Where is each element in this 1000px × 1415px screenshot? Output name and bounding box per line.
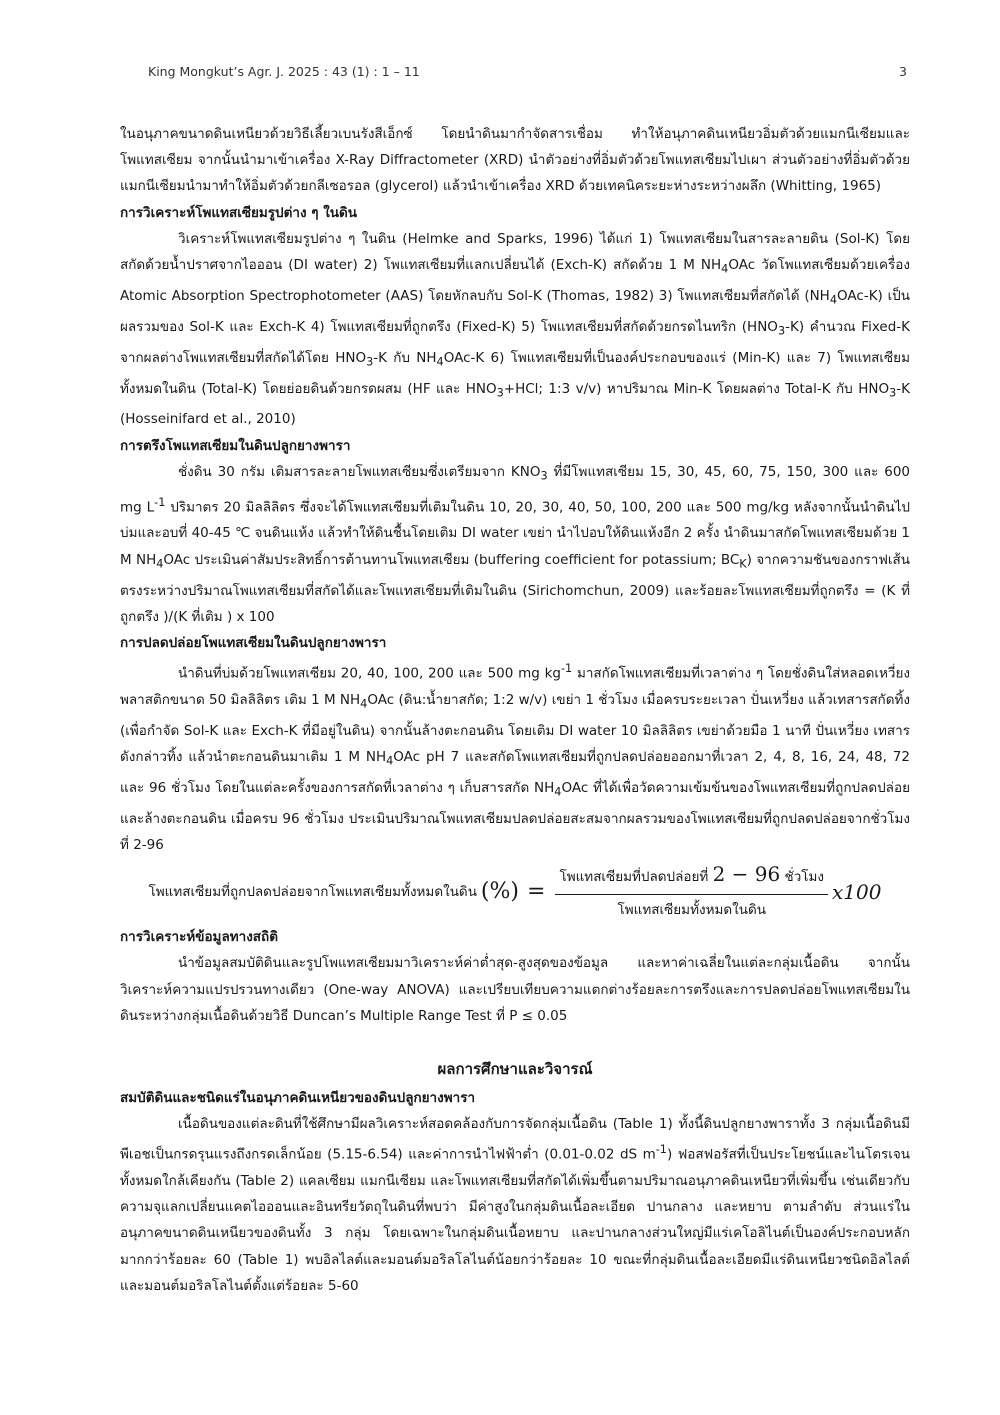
equation-denominator: โพแทสเซียมทั้งหมดในดิน (617, 901, 766, 918)
paragraph-potassium-release: นำดินที่บ่มด้วยโพแทสเซียม 20, 40, 100, 200 และ 500 mg $kg^{-1}$ มาสกัดโพแทสเซียมที่เวลาต่าง ๆ โดยชั่งดินใส่หลอดเหวี่ยงพลาสติกขนาด 50 มิลลิลิตร เติม 1 M $NH_4OAc$ (ดิน:น้ำยาสกัด; 1:2 w/v) เขย่า 1 ชั่วโมง เมื่อครบระยะเวลา ปั่นเหวี่ยง แล้วเทสารสกัดทิ้ง (เพื่อกำจัด Sol-K และ Exch-K ที่มีอยู่ในดิน) จากนั้นล้างตะกอนดิน โดยเติม DI water 10 มิลลิลิตร เขย่าด้วยมือ 1 นาที ปั่นเหวี่ยง เทสารดังกล่าวทิ้ง แล้วนำตะกอนดินมาเติม 1 M $NH_4OAc$ pH 7 และสกัดโพแทสเซียมที่ถูกปลดปล่อยออกมาที่เวลา 2, 4, 8, 16, 24, 48, 72 และ 96 ชั่วโมง โดยในแต่ละครั้งของการสกัดที่เวลาต่าง ๆ เก็บสารสกัด $NH_4OAc$ ที่ได้เพื่อวัดความเข้มข้นของโพแทสเซียมที่ถูกปลดปล่อยและล้างตะกอนดิน เมื่อครบ 96 ชั่วโมง ประเมินปริมาณโพแทสเซียมปลดปล่อยสะสมจากผลรวมของโพแทสเซียมที่ถูกปลดปล่อยจากชั่วโมงที่ 2-96 (120, 662, 910, 853)
paragraph-potassium-fixation: ชั่งดิน 30 กรัม เติมสารละลายโพแทสเซียมซึ่งเตรียมจาก $KNO_3$ ที่มีโพแทสเซียม 15, 30, 45, 60, 75, 150, 300 และ 600 mg $L^{-1}$ ปริมาตร 20 มิลลิลิตร ซึ่งจะได้โพแทสเซียมที่เติมในดิน 10, 20, 30, 40, 50, 100, 200 และ 500 mg/kg หลังจากนั้นนำดินไปบ่มและอบที่ 40-45 ℃ จนดินแห้ง แล้วทำให้ดินชื้นโดยเติม DI water เขย่า นำไปอบให้ดินแห้งอีก 2 ครั้ง นำดินมาสกัดโพแทสเซียมด้วย 1 M $NH_4OAc$ ประเมินค่าสัมประสิทธิ์การต้านทานโพแทสเซียม (buffering coefficient for potassium; $BC_K$) จากความชันของกราฟเส้นตรงระหว่างปริมาณโพแทสเซียมที่สกัดได้และโพแทสเซียมที่เติมในดิน (Sirichomchun, 2009) และร้อยละโพแทสเซียมที่ถูกตรึง = (K ที่ถูกตรึง )/(K ที่เติม ) x 100 (120, 463, 911, 625)
paragraph-soil-properties: เนื้อดินของแต่ละดินที่ใช้ศึกษามีผลวิเคราะห์สอดคล้องกับการจัดกลุ่มเนื้อดิน (Table 1) ทั้งนี้ดินปลูกยางพาราทั้ง 3 กลุ่มเนื้อดินมีพีเอชเป็นกรดรุนแรงถึงกรดเล็กน้อย (5.15-6.54) และค่าการนำไฟฟ้าต่ำ (0.01-0.02 dS $m^{-1}$) ฟอสฟอรัสที่เป็นประโยชน์และไนโตรเจนทั้งหมดใกล้เคียงกัน (Table 2) แคลเซียม แมกนีเซียม และโพแทสเซียมที่สกัดได้เพิ่มขึ้นตามปริมาณอนุภาคดินเหนียวที่เพิ่มขึ้น เช่นเดียวกับความจุแลกเปลี่ยนแคตไอออนและอินทรียวัตถุในดินที่พบว่า มีค่าสูงในกลุ่มดินเนื้อละเอียด ปานกลาง และหยาบ ตามลำดับ ส่วนแร่ในอนุภาคขนาดดินเหนียวของดินทั้ง 3 กลุ่ม โดยเฉพาะในกลุ่มดินเนื้อหยาบ และปานกลางส่วนใหญ่มีแร่เคโอลิไนต์เป็นองค์ประกอบหลักมากกว่าร้อยละ 60 (Table 1) พบอิลไลต์และมอนต์มอริลโลไนต์น้อยกว่าร้อยละ 10 ขณะที่กลุ่มดินเนื้อละเอียดมีแร่ดินเหนียวชนิดอิลไลต์และมอนต์มอริลโลไนต์ตั้งแต่ร้อยละ 5-60 (120, 1116, 910, 1294)
equation-lhs: โพแทสเซียมที่ถูกปลดปล่อยจากโพแทสเซียมทั้งหมดในดิน (148, 884, 477, 901)
heading-potassium-forms: การวิเคราะห์โพแทสเซียมรูปต่าง ๆ ในดิน (120, 204, 358, 221)
running-header (148, 64, 907, 79)
heading-statistics: การวิเคราะห์ข้อมูลทางสถิติ (120, 929, 278, 946)
equation-fraction (555, 861, 828, 922)
journal-citation: King Mongkut’s Agr. J. 2025 : 43 (1) : 1 – 11 (148, 64, 420, 79)
paragraph-statistics: นำข้อมูลสมบัติดินและรูปโพแทสเซียมมาวิเคราะห์ค่าต่ำสุด-สูงสุดของข้อมูล และหาค่าเฉลี่ยในแต่ละกลุ่มเนื้อดิน จากนั้นวิเคราะห์ความแปรปรวนทางเดียว (One-way ANOVA) และเปรียบเทียบความแตกต่างร้อยละการตรึงและการปลดปล่อยโพแทสเซียมในดินระหว่างกลุ่มเนื้อดินด้วยวิธี Duncan’s Multiple Range Test ที่ P ≤ 0.05 (120, 955, 910, 1024)
heading-soil-properties: สมบัติดินและชนิดแร่ในอนุภาคดินเหนียวของดินปลูกยางพารา (120, 1089, 476, 1106)
heading-potassium-release: การปลดปล่อยโพแทสเซียมในดินปลูกยางพารา (120, 634, 387, 651)
equation-equals: = (527, 879, 546, 905)
section-title-results: ผลการศึกษาและวิจารณ์ (437, 1059, 593, 1078)
paragraph-intro: ในอนุภาคขนาดดินเหนียวด้วยวิธีเลี้ยวเบนรังสีเอ็กซ์ โดยนำดินมากำจัดสารเชื่อม ทำให้อนุภาคดินเหนียวอิ่มตัวด้วยแมกนีเซียมและโพแทสเซียม จากนั้นนำมาเข้าเครื่อง X-Ray Diffractometer (XRD) นำตัวอย่างที่อิ่มตัวด้วยโพแทสเซียมไปเผา ส่วนตัวอย่างที่อิ่มตัวด้วยแมกนีเซียมนำมาทำให้อิ่มตัวด้วยกลีเซอรอล (glycerol) แล้วนำเข้าเครื่อง XRD ด้วยเทคนิคระยะห่างระหว่างผลึก (Whitting, 1965) (120, 126, 910, 195)
paragraph-potassium-forms: วิเคราะห์โพแทสเซียมรูปต่าง ๆ ในดิน (Helmke and Sparks, 1996) ได้แก่ 1) โพแทสเซียมในสารละลายดิน (Sol-K) โดยสกัดด้วยน้ำปราศจากไอออน (DI water) 2) โพแทสเซียมที่แลกเปลี่ยนได้ (Exch-K) สกัดด้วย 1 M $NH_4OAc$ วัดโพแทสเซียมด้วยเครื่อง Atomic Absorption Spectrophotometer (AAS) โดยหักลบกับ Sol-K (Thomas, 1982) 3) โพแทสเซียมที่สกัดได้ $(NH_4OAc-K)$ เป็นผลรวมของ Sol-K และ Exch-K 4) โพแทสเซียมที่ถูกตรึง (Fixed-K) 5) โพแทสเซียมที่สกัดด้วยกรดไนทริก $(HNO_3-K)$ คำนวณ Fixed-K จากผลต่างโพแทสเซียมที่สกัดได้โดย $HNO_3-K$ กับ $NH_4OAc-K$ 6) โพแทสเซียมที่เป็นองค์ประกอบของแร่ (Min-K) และ 7) โพแทสเซียมทั้งหมดในดิน (Total-K) โดยย่อยดินด้วยกรดผสม (HF และ $HNO_3+HCl$; 1:3 v/v) หาปริมาณ Min-K โดยผลต่าง Total-K กับ $HNO_3-K$ (Hosseinifard et al., 2010) (120, 230, 910, 428)
equation-numerator: โพแทสเซียมที่ปลดปล่อยที่ 2 − 96 ชั่วโมง (555, 861, 828, 894)
equation-multiplier: x100 (832, 880, 882, 905)
page-number: 3 (899, 64, 907, 79)
equation-percent: (%) (480, 879, 519, 905)
main-body (120, 121, 910, 1299)
release-equation (120, 864, 910, 920)
heading-potassium-fixation: การตรึงโพแทสเซียมในดินปลูกยางพารา (120, 437, 351, 454)
